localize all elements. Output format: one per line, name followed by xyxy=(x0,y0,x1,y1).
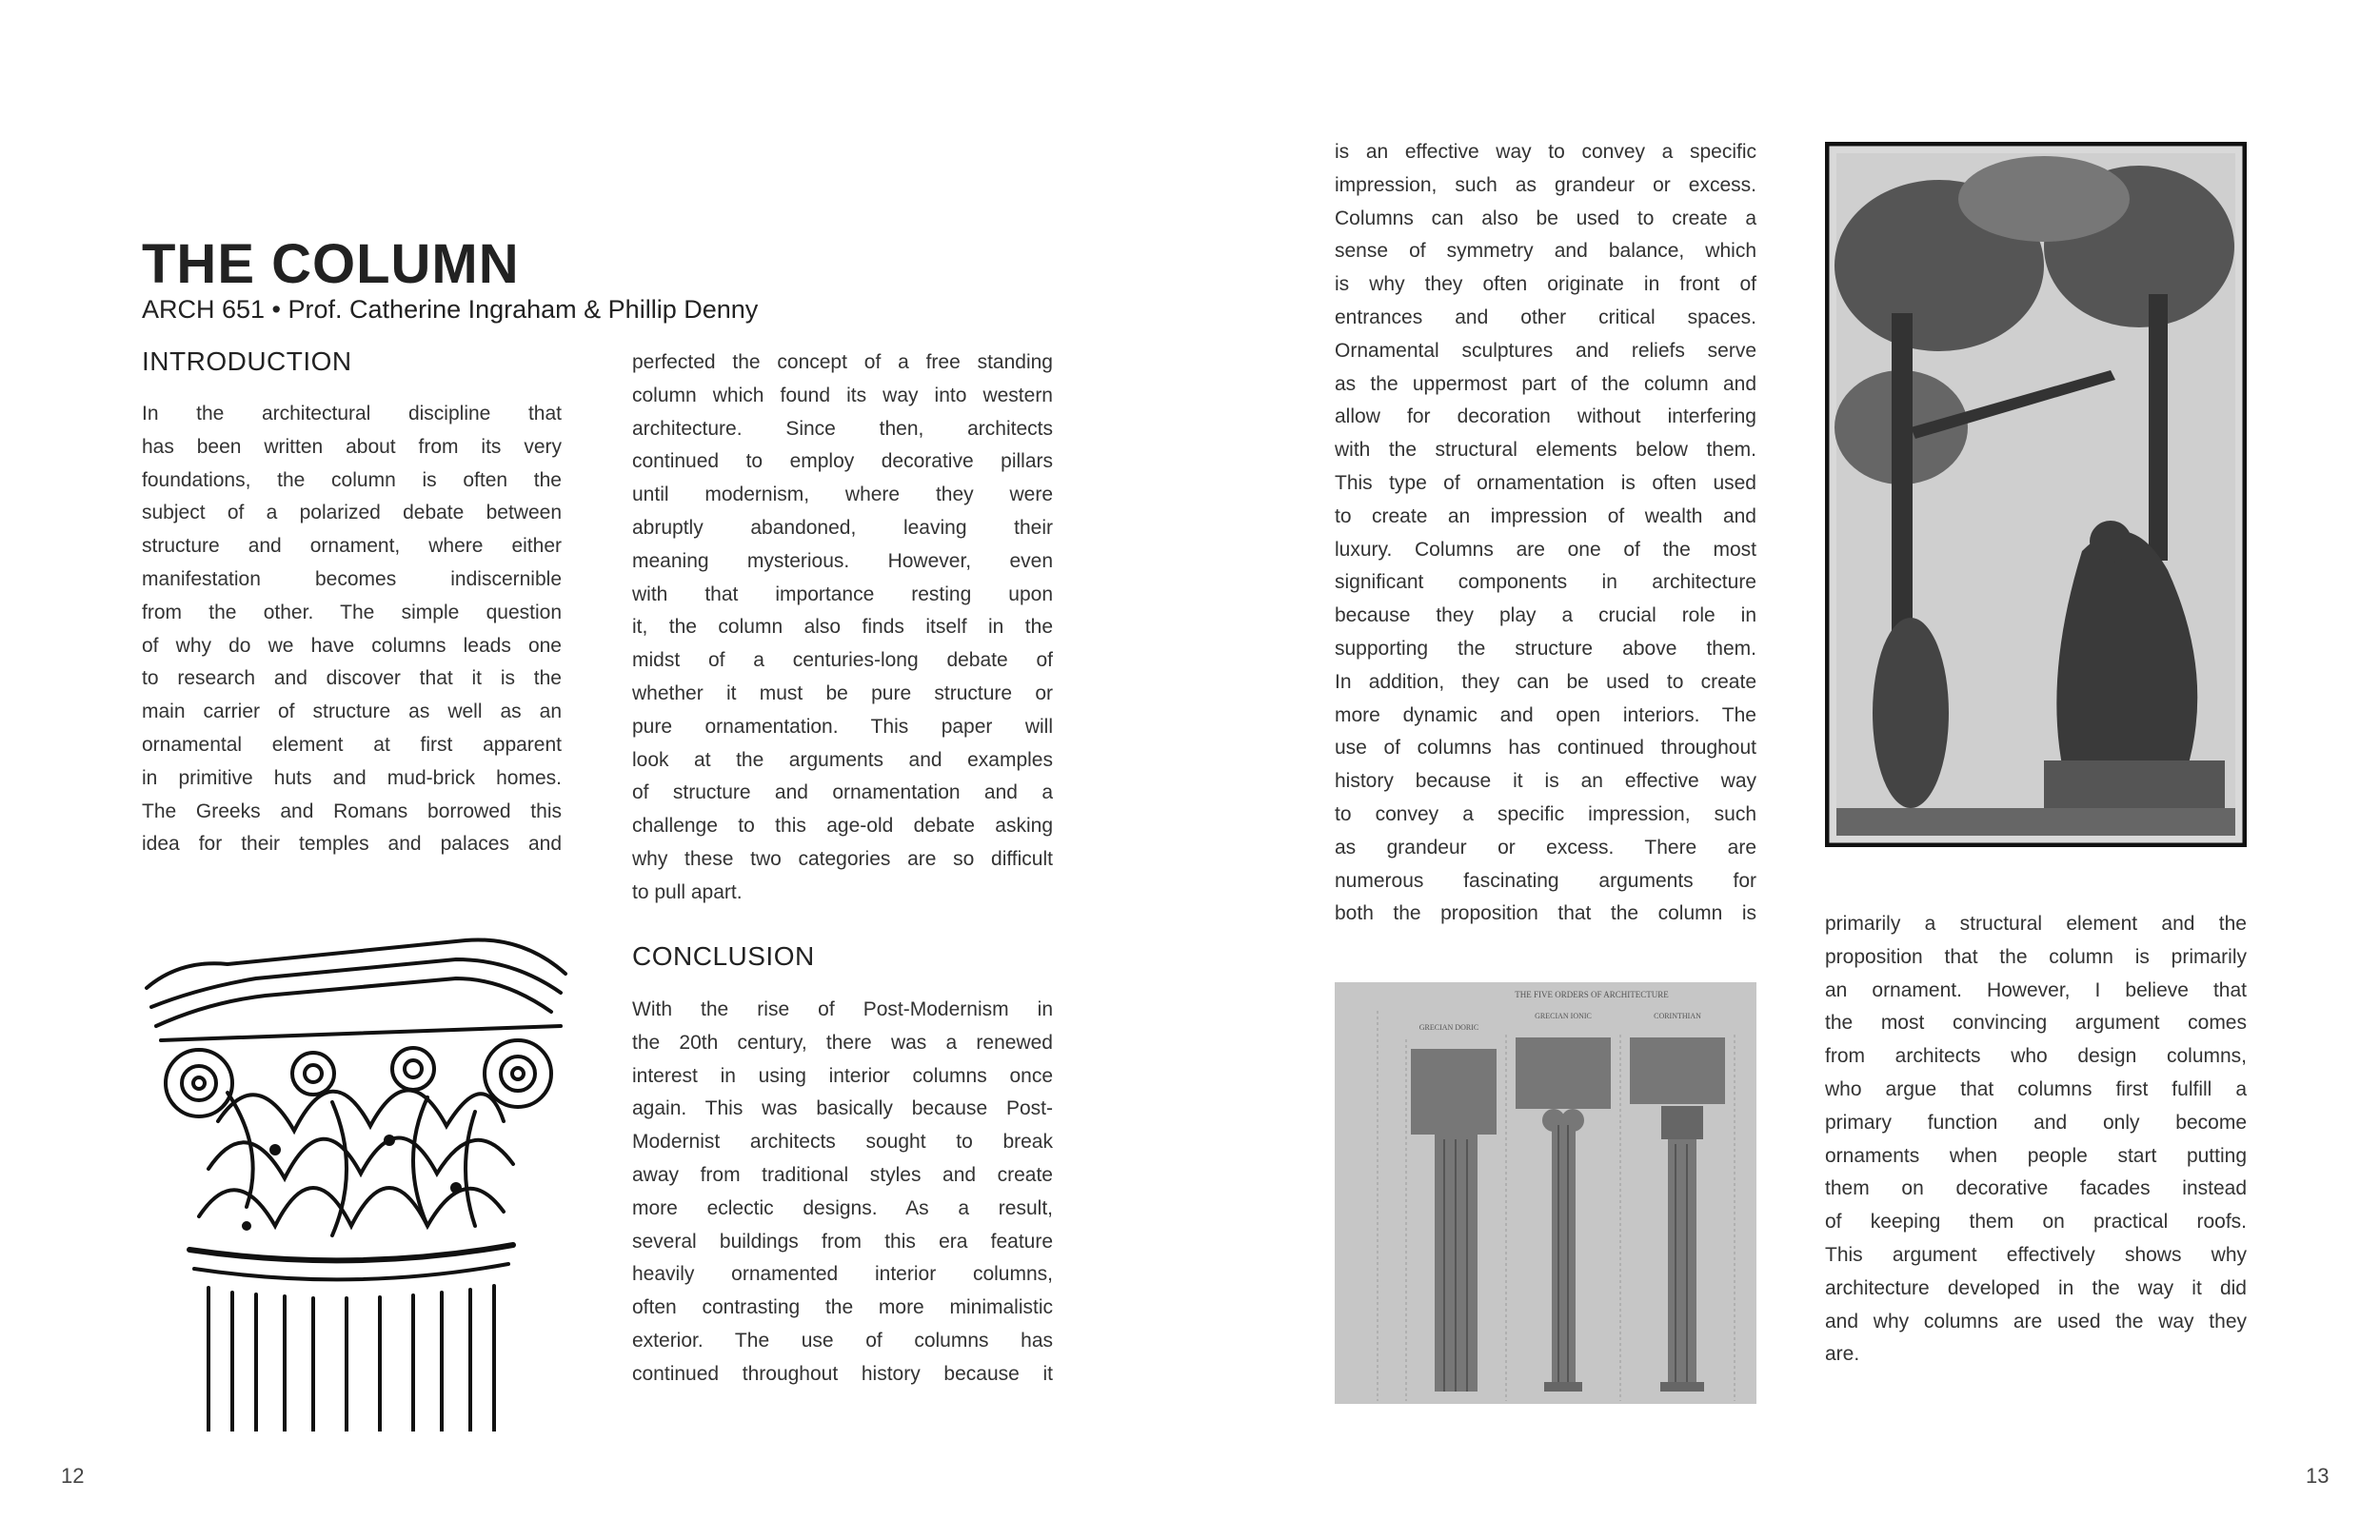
text-line: to create an impression of wealth and xyxy=(1335,504,1756,527)
right-column-2 xyxy=(1825,908,2247,1372)
text-line: primarily a structural element and the xyxy=(1825,913,2247,935)
right-column-1 xyxy=(1335,136,1756,931)
text-line: architecture developed in the way it did xyxy=(1825,1276,2247,1299)
text-line: With the rise of Post-Modernism in xyxy=(632,998,1053,1020)
text-line: pure ornamentation. This paper will xyxy=(632,715,1053,738)
text-line: ornaments when people start putting xyxy=(1825,1144,2247,1167)
text-line: the most convincing argument comes xyxy=(1825,1012,2247,1035)
text-line: idea for their temples and palaces and xyxy=(142,833,562,856)
text-line: Ornamental sculptures and reliefs serve xyxy=(1335,339,1756,362)
conclusion-heading: CONCLUSION xyxy=(632,941,815,971)
text-line: foundations, the column is often the xyxy=(142,468,562,491)
text-line: of why do we have columns leads one xyxy=(142,634,562,657)
plate-label-ionic: GRECIAN IONIC xyxy=(1535,1012,1592,1020)
text-line: abruptly abandoned, leaving their xyxy=(632,516,1053,539)
text-line: to convey a specific impression, such xyxy=(1335,802,1756,825)
text-line: allow for decoration without interfering xyxy=(1335,405,1756,428)
text-line: several buildings from this era feature xyxy=(632,1230,1053,1253)
intro-column-2 xyxy=(632,346,1053,910)
text-line: perfected the concept of a free standing xyxy=(632,351,1053,373)
text-line: the 20th century, there was a renewed xyxy=(632,1031,1053,1054)
conclusion-column xyxy=(632,994,1053,1392)
text-line: are. xyxy=(1825,1343,1860,1366)
text-line: Modernist architects sought to break xyxy=(632,1131,1053,1154)
text-line: with the structural elements below them. xyxy=(1335,439,1756,462)
text-line: who argue that columns first fulfill a xyxy=(1825,1077,2247,1100)
text-line: as the uppermost part of the column and xyxy=(1335,372,1756,395)
text-line: because they play a crucial role in xyxy=(1335,604,1756,627)
text-line: until modernism, where they were xyxy=(632,484,1053,506)
plate-caption: THE FIVE ORDERS OF ARCHITECTURE xyxy=(1515,990,1669,999)
page-title: THE COLUMN xyxy=(142,233,520,295)
text-line: as grandeur or excess. There are xyxy=(1335,836,1756,859)
text-line: continued to employ decorative pillars xyxy=(632,450,1053,473)
text-line: This argument effectively shows why xyxy=(1825,1243,2247,1266)
text-line: of structure and ornamentation and a xyxy=(632,781,1053,804)
text-line: sense of symmetry and balance, which xyxy=(1335,240,1756,263)
text-line: has been written about from its very xyxy=(142,435,562,458)
text-line: history because it is an effective way xyxy=(1335,770,1756,793)
text-line: interest in using interior columns once xyxy=(632,1064,1053,1087)
text-line: meaning mysterious. However, even xyxy=(632,549,1053,572)
text-line: in primitive huts and mud-brick homes. xyxy=(142,766,562,789)
plate-label-doric: GRECIAN DORIC xyxy=(1418,1023,1479,1032)
text-line: subject of a polarized debate between xyxy=(142,502,562,524)
text-line: away from traditional styles and create xyxy=(632,1163,1053,1186)
text-line: of keeping them on practical roofs. xyxy=(1825,1211,2247,1234)
text-line: midst of a centuries-long debate of xyxy=(632,649,1053,672)
corinthian-capital-illustration xyxy=(142,921,580,1431)
text-line: is an effective way to convey a specific xyxy=(1335,141,1756,163)
five-orders-plate xyxy=(1335,982,1756,1404)
text-line: The Greeks and Romans borrowed this xyxy=(142,800,562,822)
text-line: them on decorative facades instead xyxy=(1825,1177,2247,1200)
text-line: architecture. Since then, architects xyxy=(632,417,1053,440)
text-line: ornamental element at first apparent xyxy=(142,733,562,756)
text-line: entrances and other critical spaces. xyxy=(1335,306,1756,328)
text-line: with that importance resting upon xyxy=(632,582,1053,605)
text-line: challenge to this age-old debate asking xyxy=(632,815,1053,838)
text-line: an ornament. However, I believe that xyxy=(1825,978,2247,1001)
text-line: proposition that the column is primarily xyxy=(1825,945,2247,968)
text-line: In the architectural discipline that xyxy=(142,403,562,424)
text-line: more eclectic designs. As a result, xyxy=(632,1196,1053,1219)
text-line: Columns can also be used to create a xyxy=(1335,207,1756,229)
text-line: exterior. The use of columns has xyxy=(632,1329,1053,1352)
text-line: is why they often originate in front of xyxy=(1335,273,1756,296)
text-line: from the other. The simple question xyxy=(142,601,562,623)
course-subtitle: ARCH 651 • Prof. Catherine Ingraham & Phillip Denny xyxy=(142,295,759,324)
text-line: why these two categories are so difficult xyxy=(632,847,1053,870)
text-line: main carrier of structure as well as an xyxy=(142,701,562,723)
text-line: whether it must be pure structure or xyxy=(632,681,1053,704)
text-line: look at the arguments and examples xyxy=(632,748,1053,771)
text-line: continued throughout history because it xyxy=(632,1362,1053,1385)
text-line: again. This was basically because Post- xyxy=(632,1097,1053,1120)
text-line: to research and discover that it is the xyxy=(142,667,562,690)
text-line: more dynamic and open interiors. The xyxy=(1335,703,1756,726)
text-line: manifestation becomes indiscernible xyxy=(142,567,562,590)
text-line: supporting the structure above them. xyxy=(1335,637,1756,660)
text-line: In addition, they can be used to create xyxy=(1335,670,1756,693)
page-number-left: 12 xyxy=(61,1464,85,1488)
text-line: use of columns has continued throughout xyxy=(1335,737,1756,760)
text-line: to pull apart. xyxy=(632,880,743,903)
text-line: column which found its way into western xyxy=(632,384,1053,406)
text-line: both the proposition that the column is xyxy=(1335,902,1756,925)
text-line: and why columns are used the way they xyxy=(1825,1310,2247,1333)
text-line: it, the column also finds itself in the xyxy=(632,616,1053,639)
text-line: structure and ornament, where either xyxy=(142,535,562,558)
plate-label-corinthian: CORINTHIAN xyxy=(1654,1012,1701,1020)
text-line: numerous fascinating arguments for xyxy=(1335,869,1756,892)
introduction-heading: INTRODUCTION xyxy=(142,346,352,376)
text-line: heavily ornamented interior columns, xyxy=(632,1263,1053,1286)
text-line: This type of ornamentation is often used xyxy=(1335,471,1756,494)
text-line: primary function and only become xyxy=(1825,1111,2247,1134)
page-number-right: 13 xyxy=(2306,1464,2330,1488)
intro-column-1 xyxy=(142,398,562,861)
text-line: often contrasting the more minimalistic xyxy=(632,1296,1053,1319)
text-line: impression, such as grandeur or excess. xyxy=(1335,173,1756,196)
rococo-engraving-illustration xyxy=(1825,142,2247,847)
text-line: significant components in architecture xyxy=(1335,571,1756,594)
text-line: from architects who design columns, xyxy=(1825,1045,2247,1068)
text-line: luxury. Columns are one of the most xyxy=(1335,538,1756,561)
